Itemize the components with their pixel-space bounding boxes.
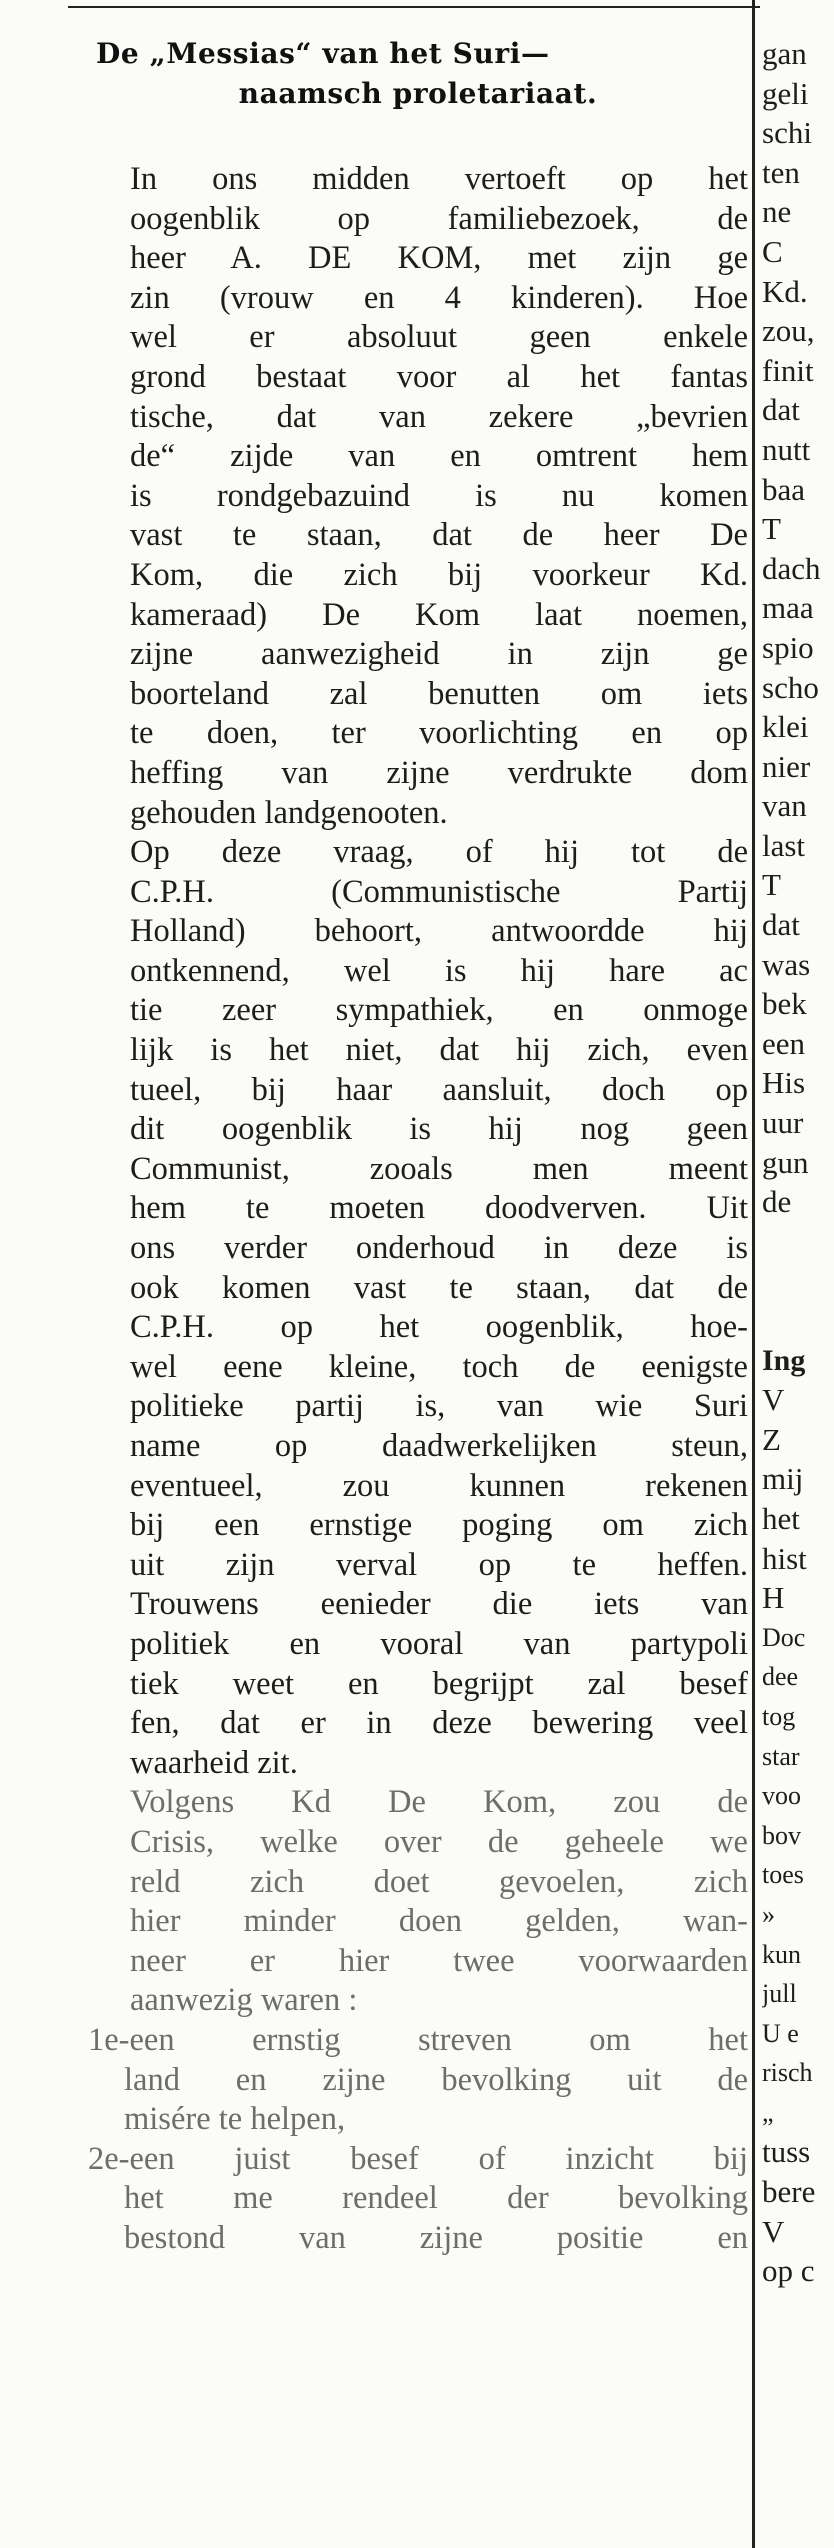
text-line: C.P.H. (Communistische Partij bbox=[130, 873, 748, 910]
column-divider bbox=[752, 0, 755, 2548]
fragment-line: „ bbox=[762, 2097, 774, 2127]
text-line: fen, dat er in deze bewering veel bbox=[130, 1705, 748, 1742]
text-line: het me rendeel der bevolking bbox=[124, 2180, 748, 2217]
fragment-line: Kd. bbox=[762, 273, 808, 309]
fragment-line: nier bbox=[762, 748, 811, 784]
fragment-line: risch bbox=[762, 2058, 813, 2088]
text-line: Communist, zooals men meent bbox=[130, 1150, 748, 1187]
adjacent-column-fragments bbox=[762, 34, 834, 2291]
fragment-line: op c bbox=[762, 2253, 815, 2289]
fragment-line: dat bbox=[762, 392, 800, 428]
fragment-line: mij bbox=[762, 1461, 804, 1497]
fragment-line: het bbox=[762, 1500, 800, 1536]
text-line: grond bestaat voor al het fantas bbox=[130, 358, 748, 395]
text-line: zin (vrouw en 4 kinderen). Hoe bbox=[130, 279, 748, 316]
fragment-line: gun bbox=[762, 1144, 809, 1180]
article-column bbox=[88, 34, 748, 2258]
text-line: aanwezig waren : bbox=[130, 1982, 358, 2019]
fragment-line: Z bbox=[762, 1421, 781, 1457]
fragment-line: schi bbox=[762, 115, 812, 151]
text-line: heer A. DE KOM, met zijn ge bbox=[130, 240, 748, 277]
fragment-line: » bbox=[762, 1899, 775, 1929]
text-line: In ons midden vertoeft op het bbox=[130, 161, 748, 197]
text-line: Crisis, welke over de geheele we bbox=[130, 1823, 748, 1860]
fragment-line: tuss bbox=[762, 2134, 811, 2170]
text-line: neer er hier twee voorwaarden bbox=[130, 1942, 748, 1979]
text-line: hier minder doen gelden, wan- bbox=[130, 1903, 748, 1940]
fragment-line: T bbox=[762, 511, 781, 547]
text-line: politiek en vooral van partypoli bbox=[130, 1625, 748, 1662]
text-line: land en zijne bevolking uit de bbox=[124, 2061, 748, 2098]
fragment-line: zou, bbox=[762, 313, 815, 349]
fragment-line: C bbox=[762, 233, 783, 269]
text-line: eventueel, zou kunnen rekenen bbox=[130, 1467, 748, 1504]
fragment-line: voo bbox=[762, 1781, 801, 1811]
fragment-line: gan bbox=[762, 36, 807, 71]
fragment-line: H bbox=[762, 1580, 785, 1616]
fragment-line: Doc bbox=[762, 1622, 806, 1652]
fragment-line: toes bbox=[762, 1860, 804, 1890]
text-line: uit zijn verval op te heffen. bbox=[130, 1546, 748, 1583]
fragment-line: Ing bbox=[762, 1343, 806, 1377]
fragment-line: klei bbox=[762, 709, 809, 745]
fragment-line: spio bbox=[762, 629, 814, 665]
text-line: lijk is het niet, dat hij zich, even bbox=[130, 1032, 748, 1069]
text-line: dit oogenblik is hij nog geen bbox=[130, 1111, 748, 1148]
fragment-line bbox=[762, 1301, 834, 1341]
text-line: hem te moeten doodverven. Uit bbox=[130, 1190, 748, 1227]
text-line: ons verder onderhoud in deze is bbox=[130, 1230, 748, 1267]
article-paragraph bbox=[88, 1783, 748, 2021]
headline-line-1: De „Messias“ van het Suri— bbox=[96, 37, 550, 70]
top-rule bbox=[68, 6, 760, 8]
fragment-line: jull bbox=[762, 1979, 797, 2009]
text-line: Trouwens eenieder die iets van bbox=[130, 1586, 748, 1623]
text-line: 1e-een ernstig streven om het bbox=[88, 2021, 748, 2058]
fragment-line: scho bbox=[762, 669, 819, 705]
text-line: bij een ernstige poging om zich bbox=[130, 1507, 748, 1544]
fragment-line: bek bbox=[762, 986, 807, 1022]
fragment-line: V bbox=[762, 1382, 785, 1418]
text-line: zijne aanwezigheid in zijn ge bbox=[130, 636, 748, 673]
fragment-line: maa bbox=[762, 590, 814, 626]
text-line: kameraad) De Kom laat noemen, bbox=[130, 596, 748, 633]
text-line: vast te staan, dat de heer De bbox=[130, 517, 748, 554]
fragment-line: His bbox=[762, 1065, 806, 1101]
text-line: tische, dat van zekere „bevrien bbox=[130, 398, 748, 435]
text-line: bestond van zijne positie en bbox=[124, 2219, 748, 2256]
fragment-line: ne bbox=[762, 194, 792, 230]
article-headline bbox=[88, 34, 748, 114]
fragment-line: finit bbox=[762, 352, 814, 388]
fragment-line: hist bbox=[762, 1540, 807, 1576]
fragment-line: dat bbox=[762, 907, 800, 943]
headline-line-2: naamsch proletariaat. bbox=[238, 77, 598, 110]
text-line: is rondgebazuind is nu komen bbox=[130, 477, 748, 514]
text-line: politieke partij is, van wie Suri bbox=[130, 1388, 748, 1425]
text-line: ook komen vast te staan, dat de bbox=[130, 1269, 748, 1306]
article-paragraph bbox=[88, 833, 748, 1783]
fragment-line: was bbox=[762, 946, 811, 982]
text-line: Volgens Kd De Kom, zou de bbox=[130, 1784, 748, 1821]
fragment-line: star bbox=[762, 1741, 800, 1771]
fragment-line: de bbox=[762, 1184, 792, 1220]
fragment-line: een bbox=[762, 1025, 806, 1061]
text-line: Holland) behoort, antwoordde hij bbox=[130, 913, 748, 950]
fragment-line: bov bbox=[762, 1820, 801, 1850]
fragment-line bbox=[762, 1261, 834, 1301]
numbered-condition-item bbox=[88, 2021, 748, 2140]
text-line: boorteland zal benutten om iets bbox=[130, 675, 748, 712]
text-line: name op daadwerkelijken steun, bbox=[130, 1428, 748, 1464]
fragment-line: T bbox=[762, 867, 781, 903]
fragment-line bbox=[762, 1222, 834, 1262]
text-line: oogenblik op familiebezoek, de bbox=[130, 200, 748, 237]
text-line: Op deze vraag, of hij tot de bbox=[130, 834, 748, 871]
article-paragraph bbox=[88, 160, 748, 833]
fragment-line: kun bbox=[762, 1939, 801, 1969]
fragment-line: van bbox=[762, 788, 807, 824]
text-line: ontkennend, wel is hij hare ac bbox=[130, 952, 748, 989]
fragment-line: nutt bbox=[762, 431, 811, 467]
text-line: tueel, bij haar aansluit, doch op bbox=[130, 1071, 748, 1108]
text-line: tie zeer sympathiek, en onmoge bbox=[130, 992, 748, 1029]
numbered-condition-item bbox=[88, 2140, 748, 2259]
fragment-line: dach bbox=[762, 550, 821, 586]
text-line: de“ zijde van en omtrent hem bbox=[130, 438, 748, 475]
fragment-line: uur bbox=[762, 1105, 804, 1141]
fragment-line: bere bbox=[762, 2174, 816, 2210]
article-body bbox=[88, 160, 748, 2258]
text-line: wel er absoluut geen enkele bbox=[130, 319, 748, 356]
text-line: heffing van zijne verdrukte dom bbox=[130, 754, 748, 791]
fragment-line: last bbox=[762, 827, 806, 863]
text-line: wel eene kleine, toch de eenigste bbox=[130, 1348, 748, 1385]
text-line: 2e-een juist besef of inzicht bij bbox=[88, 2140, 748, 2177]
fragment-line: geli bbox=[762, 75, 809, 111]
fragment-line: tog bbox=[762, 1701, 796, 1731]
text-line: C.P.H. op het oogenblik, hoe- bbox=[130, 1309, 748, 1346]
text-line: tiek weet en begrijpt zal besef bbox=[130, 1665, 748, 1702]
fragment-line: ten bbox=[762, 154, 800, 190]
fragment-line: dee bbox=[762, 1662, 799, 1692]
text-line: waarheid zit. bbox=[130, 1744, 298, 1781]
fragment-line: U e bbox=[762, 2018, 799, 2048]
fragment-line: baa bbox=[762, 471, 806, 507]
fragment-line: V bbox=[762, 2213, 785, 2249]
text-line: gehouden landgenooten. bbox=[130, 794, 448, 831]
text-line: misére te helpen, bbox=[124, 2101, 346, 2138]
text-line: te doen, ter voorlichting en op bbox=[130, 715, 748, 752]
text-line: Kom, die zich bij voorkeur Kd. bbox=[130, 556, 748, 593]
text-line: reld zich doet gevoelen, zich bbox=[130, 1863, 748, 1900]
